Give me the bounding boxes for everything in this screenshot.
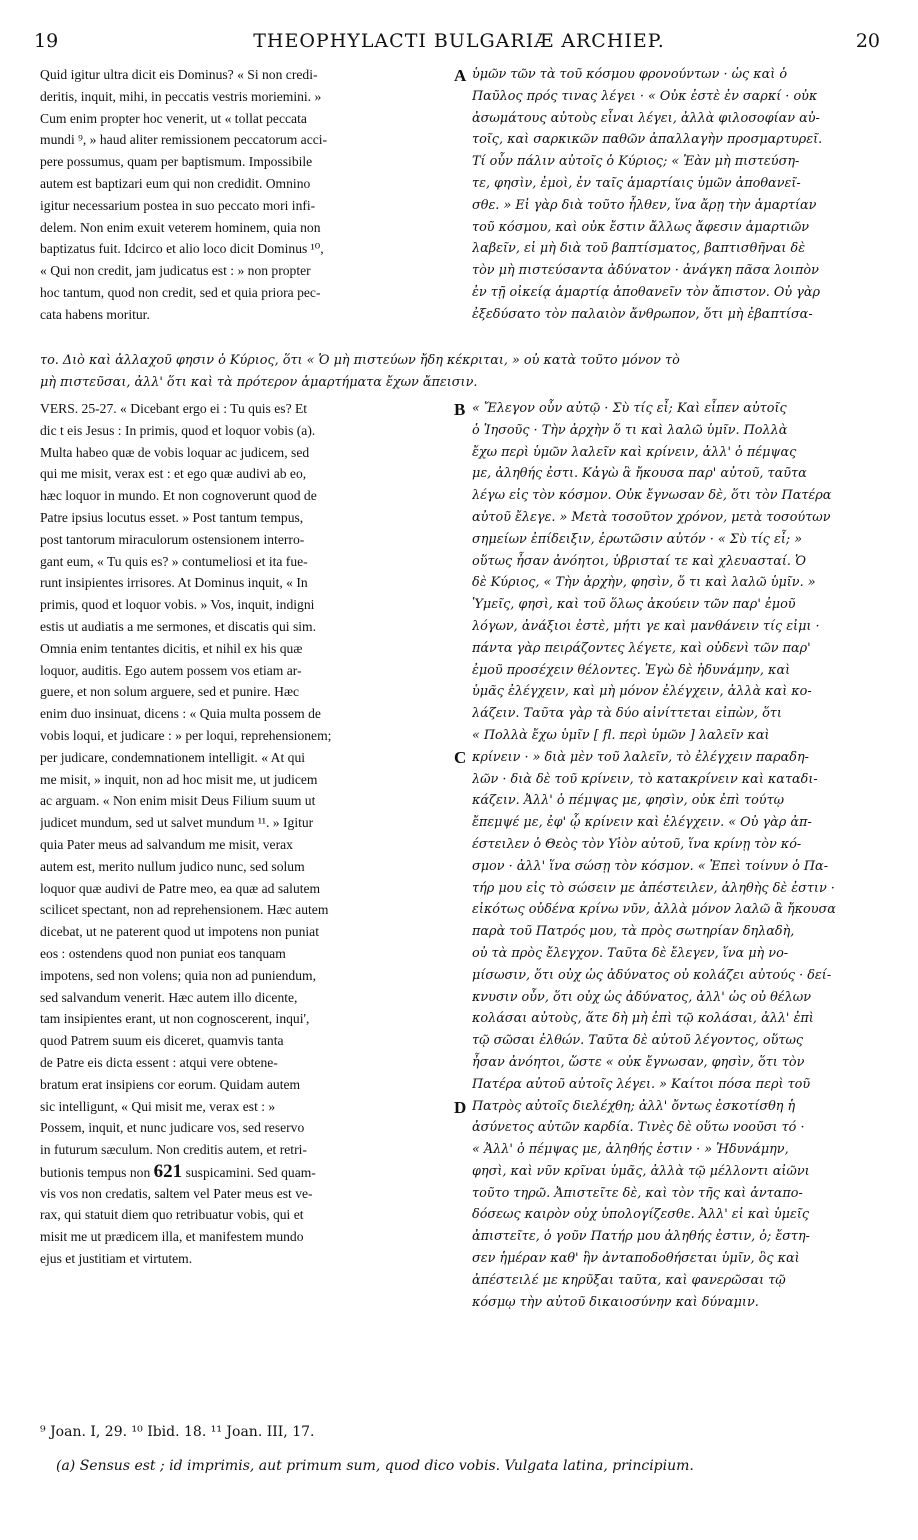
greek-column-top [472, 64, 882, 326]
text-line: λέγω εἰς τὸν κόσμον. Οὐκ ἔγνωσαν δὲ, ὅτι τὸν Πατέρα [472, 488, 832, 504]
text-line: « Ἀλλ' ὁ πέμψας με, ἀληθής ἐστιν · » Ἠδυνάμην, [472, 1142, 789, 1158]
text-line: ἔπεμψέ με, ἐφ' ᾧ κρίνειν καὶ ἐλέγχειν. « Οὐ γὰρ ἀπ- [472, 815, 812, 831]
text-line: ὑμῶν τῶν τὰ τοῦ κόσμου φρονούντων · ὡς καὶ ὁ [472, 67, 788, 82]
text-line: loquor quæ audivi de Patre meo, ea quæ ad salutem [40, 880, 321, 896]
latin-column-top [40, 64, 450, 326]
text-line: κολάσαι αὐτοὺς, ἅτε δὴ μὴ ἐπὶ τῷ κολάσαι, ἀλλ' ἐπὶ [472, 1011, 814, 1027]
text-line: Possem, inquit, et nunc judicare vos, sed reservo [40, 1120, 305, 1136]
text-line: σθε. » Εἰ γὰρ διὰ τοῦτο ἦλθεν, ἵνα ἄρῃ τὴν ἁμαρτίαν [472, 197, 817, 213]
text-line: Quid igitur ultra dicit eis Dominus? « Si non credi- [40, 67, 318, 82]
text-line: Multa habeo quæ de vobis loquar ac judicem, sed [40, 444, 310, 460]
text-line: Ὑμεῖς, φησὶ, καὶ τοῦ ὅλως ἀκούειν τῶν παρ' ἐμοῦ [472, 597, 796, 613]
text-line: hoc tantum, quod non credit, sed et quia priora pec- [40, 284, 321, 300]
text-line: pere possumus, quam per baptismum. Impossibile [40, 154, 313, 170]
text-line: baptizatus fuit. Idcirco et alio loco dicit Dominus ¹⁰, [40, 241, 324, 257]
running-title: THEOPHYLACTI BULGARIÆ ARCHIEP. [253, 30, 665, 52]
text-line: quia Pater meus ad salvandum me misit, verax [40, 836, 293, 852]
text-line: ac arguam. « Non enim misit Deus Filium suum ut [40, 793, 316, 809]
text-line: ἔχω περὶ ὑμῶν λαλεῖν καὶ κρίνειν, ἀλλ' ὁ πέμψας [472, 444, 797, 460]
text-line: de Patre eis dicta essent : atqui vere obtene- [40, 1054, 278, 1070]
text-line: sed salvandum venerit. Hæc autem illo dicente, [40, 989, 298, 1005]
text-line: κνυσιν οὖν, ὅτι οὐχ ὡς ἀδύνατος, ἀλλ' ὡς οὐ θέλων [472, 989, 811, 1005]
text-line: κάζειν. Ἀλλ' ὁ πέμψας με, φησὶν, οὐκ ἐπὶ τούτῳ [472, 793, 785, 809]
text-line: tam insipientes erant, ut non cognoscerent, inqui', [40, 1011, 310, 1027]
text-line: dicebat, ut ne paterent quod ut impotens non puniat [40, 924, 319, 940]
text-span: butionis tempus non [40, 1164, 154, 1180]
text-line: μίσωσιν, ὅτι οὐχ ὡς ἀδύνατος οὐ κολάζει αὐτούς · δεί- [472, 967, 832, 983]
text-line [40, 1161, 450, 1183]
footnotes: ⁹ Joan. I, 29. ¹⁰ Ibid. 18. ¹¹ Joan. III, 17. [40, 1424, 315, 1440]
text-line: in futurum sæculum. Non creditis autem, et retri- [40, 1142, 307, 1158]
text-line: Τί οὖν πάλιν αὐτοῖς ὁ Κύριος; « Ἐὰν μὴ πιστεύση- [472, 154, 800, 170]
text-line: bratum erat insipiens cor eorum. Quidam autem [40, 1076, 301, 1092]
marker-c: C [454, 748, 467, 767]
text-line: ὑμᾶς ἐλέγχειν, καὶ μὴ μόνον ἐλέγχειν, ἀλλὰ καὶ κο- [472, 684, 812, 700]
text-line: VERS. 25-27. « Dicebant ergo ei : Tu quis es? Et [40, 401, 308, 416]
text-line: Cum enim propter hoc venerit, ut « tollat peccata [40, 110, 307, 126]
text-line: κρίνειν · » διὰ μὲν τοῦ λαλεῖν, τὸ ἐλέγχειν παραδη- [472, 749, 809, 765]
text-line: λόγων, ἀνάξιοι ἐστὲ, μήτι γε καὶ μανθάνειν τίς εἰμι · [472, 618, 820, 634]
text-line: loquor, auditis. Ego autem possem vos etiam ar- [40, 662, 302, 678]
text-line: dic t eis Jesus : In primis, quod et loquor vobis (a). [40, 422, 316, 438]
text-line: τοῦτο τηρῶ. Ἀπιστεῖτε δὲ, καὶ τὸν τῆς καὶ ἀνταπο- [472, 1185, 803, 1201]
text-line: ἀπιστεῖτε, ὁ γοῦν Πατήρ μου ἀληθής ἐστιν, ὁ; ἔστη- [472, 1229, 811, 1245]
text-line: Πατρὸς αὐτοῖς διελέχθη; ἀλλ' ὄντως ἐσκοτίσθη ἡ [472, 1098, 796, 1114]
text-line: το. Διὸ καὶ ἀλλαχοῦ φησιν ὁ Κύριος, ὅτι « Ὁ μὴ πιστεύων ἤδη κέκριται, » οὐ κατὰ τοῦτο μόνον τὸ [40, 353, 680, 368]
text-line: Patre ipsius locutus esset. » Post tantum tempus, [40, 509, 304, 525]
text-line: ὁ Ἰησοῦς · Τὴν ἀρχὴν ὅ τι καὶ λαλῶ ὑμῖν. Πολλὰ [472, 422, 788, 438]
text-line: ἀσύνετος αὐτῶν καρδία. Τινὲς δὲ οὕτω νοοῦσι τό · [472, 1120, 805, 1136]
page-number-right: 20 [855, 30, 880, 52]
text-line: ἀσωμάτους αὐτοὺς εἶναι λέγει, ἀλλὰ φιλοσοφίαν αὐ- [472, 110, 820, 126]
text-line: τοῦ κόσμου, καὶ οὐκ ἔστιν ἄλλως ἄφεσιν ἁμαρτιῶν [472, 219, 810, 235]
text-line: vis vos non credatis, saltem vel Pater meus est ve- [40, 1185, 313, 1201]
text-line: τῷ σῶσαι ἐλθών. Ταῦτα δὲ αὐτοῦ λέγοντος, οὕτως [472, 1033, 804, 1049]
text-line: τοῖς, καὶ σαρκικῶν παθῶν ἀπαλλαγὴν προσμαρτυρεῖ. [472, 132, 823, 148]
latin-column-main [40, 398, 450, 1270]
text-line: post tantorum miraculorum ostensionem interro- [40, 531, 305, 547]
text-line: οὐ τὰ πρὸς ἔλεγχον. Ταῦτα δὲ ἔλεγεν, ἵνα μὴ νο- [472, 945, 789, 961]
text-line: μὴ πιστεῦσαι, ἀλλ' ὅτι καὶ τὰ πρότερον ἁμαρτήματα ἔχων ἄπεισιν. [40, 374, 478, 390]
text-line: mundi ⁹, » haud aliter remissionem peccatorum acci- [40, 132, 328, 148]
text-line: οὕτως ἦσαν ἀνόητοι, ὑβρισταί τε καὶ χλευασταί. Ὁ [472, 553, 807, 569]
marker-a: A [454, 66, 467, 85]
text-line: Omnia enim tentantes dicitis, et nihil ex his quæ [40, 640, 303, 656]
text-line: λῶν · διὰ δὲ τοῦ κρίνειν, τὸ κατακρίνειν καὶ καταδι- [472, 771, 818, 787]
text-line: sic intelligunt, « Qui misit me, verax est : » [40, 1098, 276, 1114]
text-line: deritis, inquit, mihi, in peccatis vestris moriemini. » [40, 88, 322, 104]
text-line: λαβεῖν, εἰ μὴ διὰ τοῦ βαπτίσματος, βαπτισθῆναι δὲ [472, 241, 806, 257]
text-line: scilicet spectant, non ad reprehensionem. Hæc autem [40, 902, 329, 918]
marker-d: D [454, 1098, 467, 1117]
text-line: σεν ἡμέραν καθ' ἣν ἀνταποδοθήσεται ὑμῖν, ὃς καὶ [472, 1251, 800, 1267]
text-line: σμον · ἀλλ' ἵνα σώσῃ τὸν κόσμον. « Ἐπεὶ τοίνυν ὁ Πα- [472, 858, 829, 874]
text-line: φησὶ, καὶ νῦν κρῖναι ὑμᾶς, ἀλλὰ τῷ μέλλοντι αἰῶνι [472, 1163, 810, 1179]
text-line: δὲ Κύριος, « Τὴν ἀρχὴν, φησὶν, ὅ τι καὶ λαλῶ ὑμῖν. » [472, 575, 816, 591]
text-line: rax, qui statuit diem quo retribuatur vobis, qui et [40, 1207, 304, 1223]
text-line: enim duo insinuat, dicens : « Quia multa possem de [40, 706, 321, 722]
text-line: παρὰ τοῦ Πατρός μου, τὰ πρὸς σωτηρίαν δηλαδὴ, [472, 924, 795, 940]
column-number: 621 [153, 1160, 183, 1182]
text-line: έστειλεν ὁ Θεὸς τὸν Υἱὸν αὐτοῦ, ἵνα κρίνῃ τὸν κό- [472, 836, 802, 852]
text-line: vobis loqui, et judicare : » per loqui, reprehensionem; [40, 727, 332, 743]
text-line: estis ut audiatis a me sermones, et discatis qui sim. [40, 618, 316, 634]
text-line: « Ἔλεγον οὖν αὐτῷ · Σὺ τίς εἶ; Καὶ εἶπεν αὐτοῖς [472, 401, 787, 416]
text-line: « Qui non credit, jam judicatus est : » non propter [40, 263, 311, 279]
text-line: αὐτοῦ ἔλεγε. » Μετὰ τοσοῦτον χρόνον, μετὰ τοσούτων [472, 509, 831, 525]
text-line: delem. Non enim exuit veterem hominem, quia non [40, 219, 321, 235]
text-line: πάντα γὰρ πειράζοντες λέγετε, καὶ οὐδενὶ τῶν παρ' [472, 640, 811, 656]
text-line: misit me ut prædicem illa, et manifestem mundo [40, 1229, 304, 1245]
text-line: quod Patrem suum eis diceret, quamvis tanta [40, 1033, 284, 1049]
text-span: suspicamini. Sed quam- [182, 1164, 316, 1180]
text-line: ἐξεδύσατο τὸν παλαιὸν ἄνθρωπον, ὅτι μὴ ἐβαπτίσα- [472, 306, 813, 322]
editor-note: (a) Sensus est ; id imprimis, aut primum sum, quod dico vobis. Vulgata latina, principium. [56, 1458, 694, 1474]
text-line: τὸν μὴ πιστεύσαντα ἀδύνατον · ἀνάγκη πᾶσα λοιπὸν [472, 263, 819, 279]
page-number-left: 19 [34, 30, 59, 52]
text-line: impotens, sed non volens; quia non ad puniendum, [40, 967, 316, 983]
text-line: autem est, merito nullum judico nunc, sed solum [40, 858, 305, 874]
text-line: εἰκότως οὐδένα κρίνω νῦν, ἀλλὰ μόνον λαλῶ ἃ ἤκουσα [472, 902, 836, 918]
text-line: hæc loquor in mundo. Et non cognoverunt quod de [40, 488, 317, 504]
text-line: primis, quod et loquor vobis. » Vos, inquit, indigni [40, 597, 315, 613]
text-line: eos : ostendens quod non puniat eos tanquam [40, 945, 286, 961]
text-line: judicet mundum, sed ut salvet mundum ¹¹. » Igitur [40, 815, 314, 831]
text-line: με, ἀληθής ἐστι. Κἀγὼ ἃ ἤκουσα παρ' αὐτοῦ, ταῦτα [472, 466, 807, 482]
text-line: guere, et non solum arguere, sed et punire. Hæc [40, 684, 300, 700]
text-line: igitur necessarium postea in suo peccato mori infi- [40, 197, 316, 213]
text-line: ἐν τῇ οἰκείᾳ ἁμαρτίᾳ ἀποθανεῖν τὸν ἄπιστον. Οὐ γὰρ [472, 284, 821, 300]
text-line: σημείων ἐπίδειξιν, ἐρωτῶσιν αὐτόν · « Σὺ τίς εἶ; » [472, 531, 803, 547]
text-line: ἐμοῦ προσέχειν θέλοντες. Ἐγὼ δὲ ἠδυνάμην, καὶ [472, 662, 791, 678]
text-line: autem est baptizari eum qui non credidit. Omnino [40, 175, 311, 191]
text-line: τε, φησὶν, ἐμοὶ, ἐν ταῖς ἁμαρτίαις ὑμῶν ἀποθανεῖ- [472, 175, 801, 191]
text-line: Πατέρα αὐτοῦ αὐτοῖς λέγει. » Καίτοι πόσα περὶ τοῦ [472, 1076, 811, 1092]
text-line: ejus et justitiam et virtutem. [40, 1251, 193, 1267]
text-line: κόσμῳ τὴν αὐτοῦ δικαιοσύνην καὶ δύναμιν. [472, 1294, 759, 1310]
text-line: runt insipientes irrisores. At Dominus inquit, « In [40, 575, 308, 591]
text-line: τήρ μου εἰς τὸ σώσειν με ἀπέστειλεν, ἀληθὴς δὲ ἐστιν · [472, 880, 835, 896]
text-line: gant eum, « Tu quis es? » contumeliosi et ita fue- [40, 553, 308, 569]
text-line: cata habens moritur. [40, 306, 150, 322]
text-line: ἀπέστειλέ με κηρῦξαι ταῦτα, καὶ φανερῶσαι τῷ [472, 1272, 786, 1288]
text-line: me misit, » inquit, non ad hoc misit me, ut judicem [40, 771, 318, 787]
text-line: « Πολλὰ ἔχω ὑμῖν [ fl. περὶ ὑμῶν ] λαλεῖν καὶ [472, 727, 770, 743]
marker-b: B [454, 400, 466, 419]
text-line: Παῦλος πρός τινας λέγει · « Οὐκ ἐστὲ ἐν σαρκί · οὐκ [472, 88, 818, 104]
text-line: ἦσαν ἀνόητοι, ὥστε « οὐκ ἔγνωσαν, φησὶν, ὅτι τὸν [472, 1054, 805, 1070]
text-line: per judicare, condemnationem intelligit. « At qui [40, 749, 306, 765]
greek-column-main [472, 398, 882, 1313]
text-line: δόσεως καιρὸν οὐχ ὑπολογίζεσθε. Ἀλλ' εἰ καὶ ὑμεῖς [472, 1207, 809, 1223]
text-line: λάζειν. Ταῦτα γὰρ τὰ δύο αἰνίττεται εἰπὼν, ὅτι [472, 706, 782, 722]
text-line: qui me misit, verax est : et ego quæ audivi ab eo, [40, 466, 307, 482]
greek-fullwidth [40, 350, 882, 394]
